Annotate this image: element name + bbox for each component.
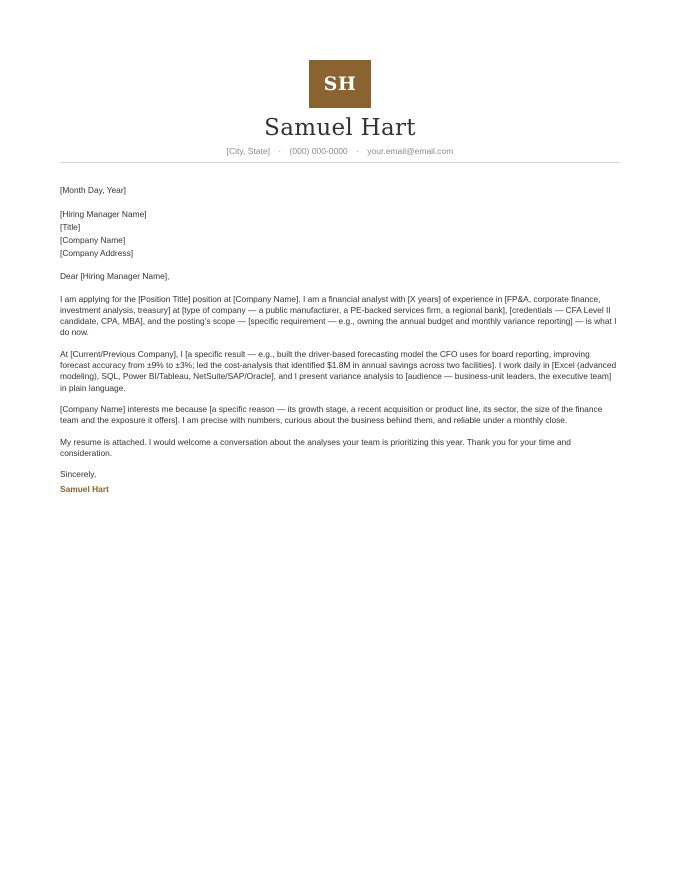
header-divider	[60, 162, 620, 163]
letter-date: [Month Day, Year]	[60, 185, 126, 195]
body-paragraph: [Company Name] interests me because [a specific reason — its growth stage, a recent acquisition or product line, its sector, the size of the finance team and the exposure it offers]. I am precise with numbers, curious about the business behind them, and reliable under a monthly close.	[60, 403, 603, 426]
salutation: Dear [Hiring Manager Name],	[60, 271, 170, 282]
contact-location: [City, State]	[226, 146, 270, 156]
contact-line	[0, 146, 680, 156]
recipient-address: [Company Address]	[60, 248, 134, 259]
body-paragraph: At [Current/Previous Company], I [a specific result — e.g., built the driver-based forecasting model the CFO uses for board reporting, improving forecast accuracy from ±9% to ±3%; led the cost-analysis that identified $1.8M in annual savings across two facilities]. I work daily in [Excel (advanced modeling), SQL, Power BI/Tableau, NetSuite/SAP/Oracle], and I present variance analysis to [audience — business-unit leaders, the executive team] in plain language.	[60, 348, 617, 393]
contact-separator: ·	[356, 146, 359, 156]
recipient-name: [Hiring Manager Name]	[60, 209, 147, 220]
monogram-badge: SH	[309, 60, 371, 108]
recipient-company: [Company Name]	[60, 235, 126, 246]
contact-separator: ·	[278, 146, 282, 156]
body-paragraph: My resume is attached. I would welcome a conversation about the analyses your team is prioritizing this year. Thank you for your time and consideration.	[60, 436, 571, 458]
body-paragraph: I am applying for the [Position Title] position at [Company Name]. I am a financial analyst with [X years] of experience in [FP&A, corporate finance, investment analysis, treasury] at [type of company — a public manufacturer, a PE-backed services firm, a regional bank], [credentials — CFA Level II candidate, CPA, MBA], and the posting’s scope — [specific requirement — e.g., owning the annual budget and monthly variance reporting] — is what I do now.	[60, 293, 617, 338]
applicant-name: Samuel Hart	[264, 115, 416, 141]
contact-phone: (000) 000-0000	[289, 146, 348, 156]
closing: Sincerely,	[60, 469, 97, 480]
signature-name: Samuel Hart	[60, 484, 109, 495]
contact-email: your.email@email.com	[367, 146, 454, 156]
recipient-block	[60, 208, 620, 260]
letter-body	[60, 185, 620, 496]
recipient-title: [Title]	[60, 222, 81, 233]
